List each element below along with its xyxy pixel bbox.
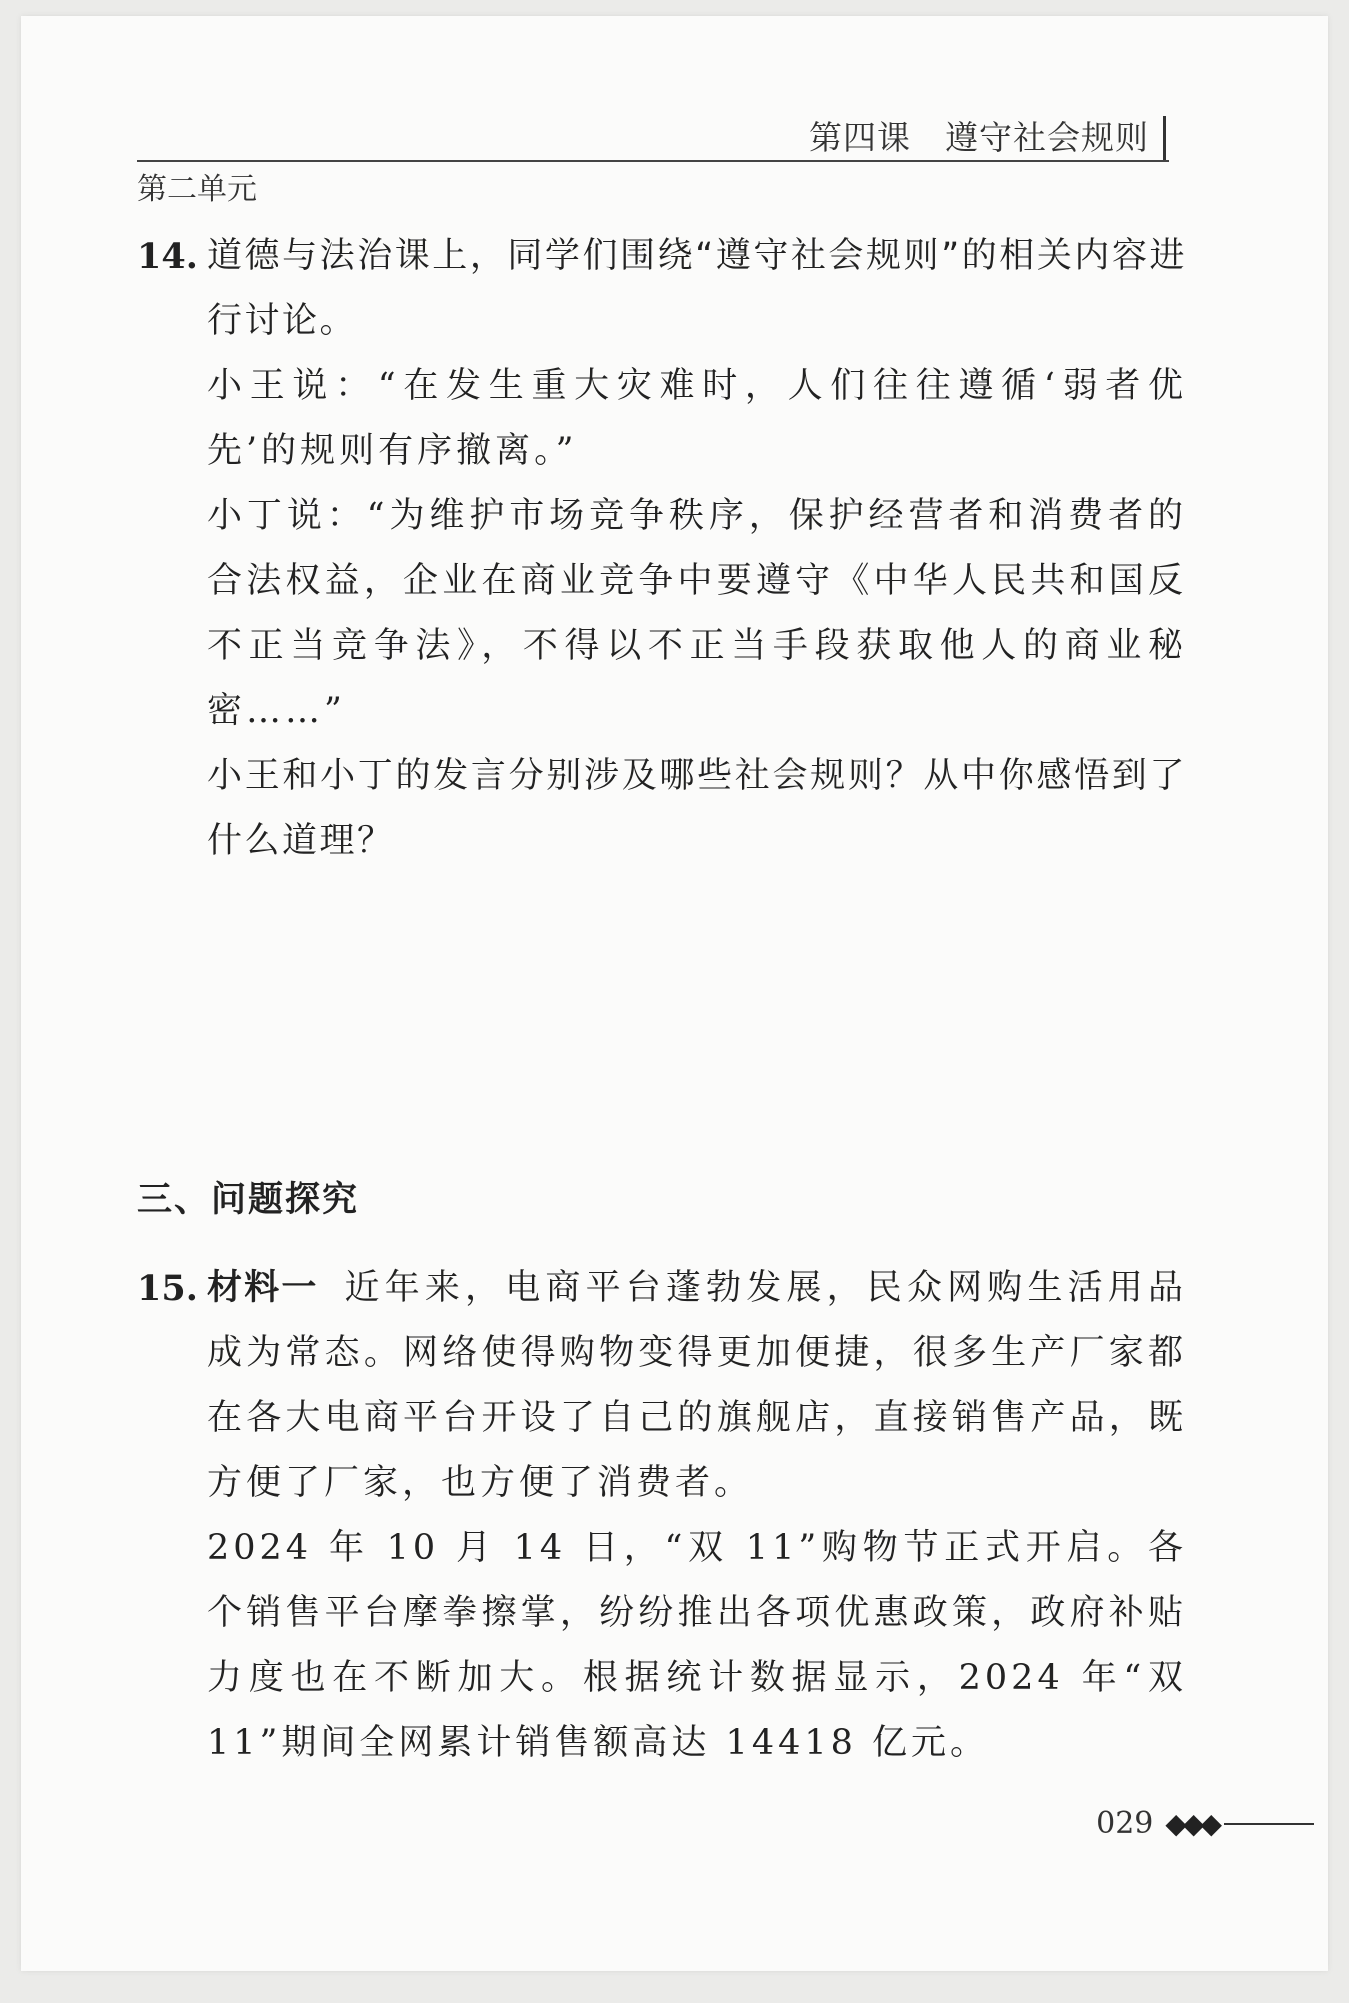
page-number: 029 [1096, 1806, 1154, 1841]
question-prompt: 道德与法治课上，同学们围绕“遵守社会规则”的相关内容进行讨论。 [207, 236, 1187, 341]
unit-title: 第二单元 [137, 172, 257, 207]
quote-xiaoding: 小丁说：“为维护市场竞争秩序，保护经营者和消费者的合法权益，企业在商业竞争中要遵守《中华人民共和国反不正当竞争法》，不得以不正当手段获取他人的商业秘密……” [207, 496, 1187, 731]
header-divider [137, 160, 1169, 162]
page-footer [1096, 1806, 1328, 1841]
textbook-page [21, 16, 1328, 1971]
question-15 [137, 1256, 1187, 1776]
material-text: 近年来，电商平台蓬勃发展，民众网购生活用品成为常态。网络使得购物变得更加便捷，很多生产厂家都在各大电商平台开设了自己的旗舰店，直接销售产品，既方便了厂家，也方便了消费者。 [207, 1268, 1187, 1503]
lesson-title: 第四课 遵守社会规则 [809, 116, 1166, 160]
question-14 [137, 224, 1187, 874]
footer-rule [1224, 1823, 1314, 1825]
question-text: 小王和小丁的发言分别涉及哪些社会规则？从中你感悟到了什么道理？ [207, 756, 1187, 861]
section-heading: 三、问题探究 [137, 1180, 360, 1220]
question-number: 15. [137, 1268, 198, 1309]
quote-xiaowang: 小王说：“在发生重大灾难时，人们往往遵循‘弱者优先’的规则有序撤离。” [207, 366, 1187, 471]
question-number: 14. [137, 236, 198, 277]
material-one-paragraph-2: 2024 年 10 月 14 日，“双 11”购物节正式开启。各个销售平台摩拳擦掌，纷纷推出各项优惠政策，政府补贴力度也在不断加大。根据统计数据显示，2024 年“双 11”期间全网累计销售额高达 14418 亿元。 [207, 1528, 1187, 1763]
diamond-ornament-icon: ◆◆◆ [1165, 1807, 1218, 1840]
material-one-paragraph [207, 1256, 1187, 1516]
material-label: 材料一 [207, 1268, 319, 1308]
